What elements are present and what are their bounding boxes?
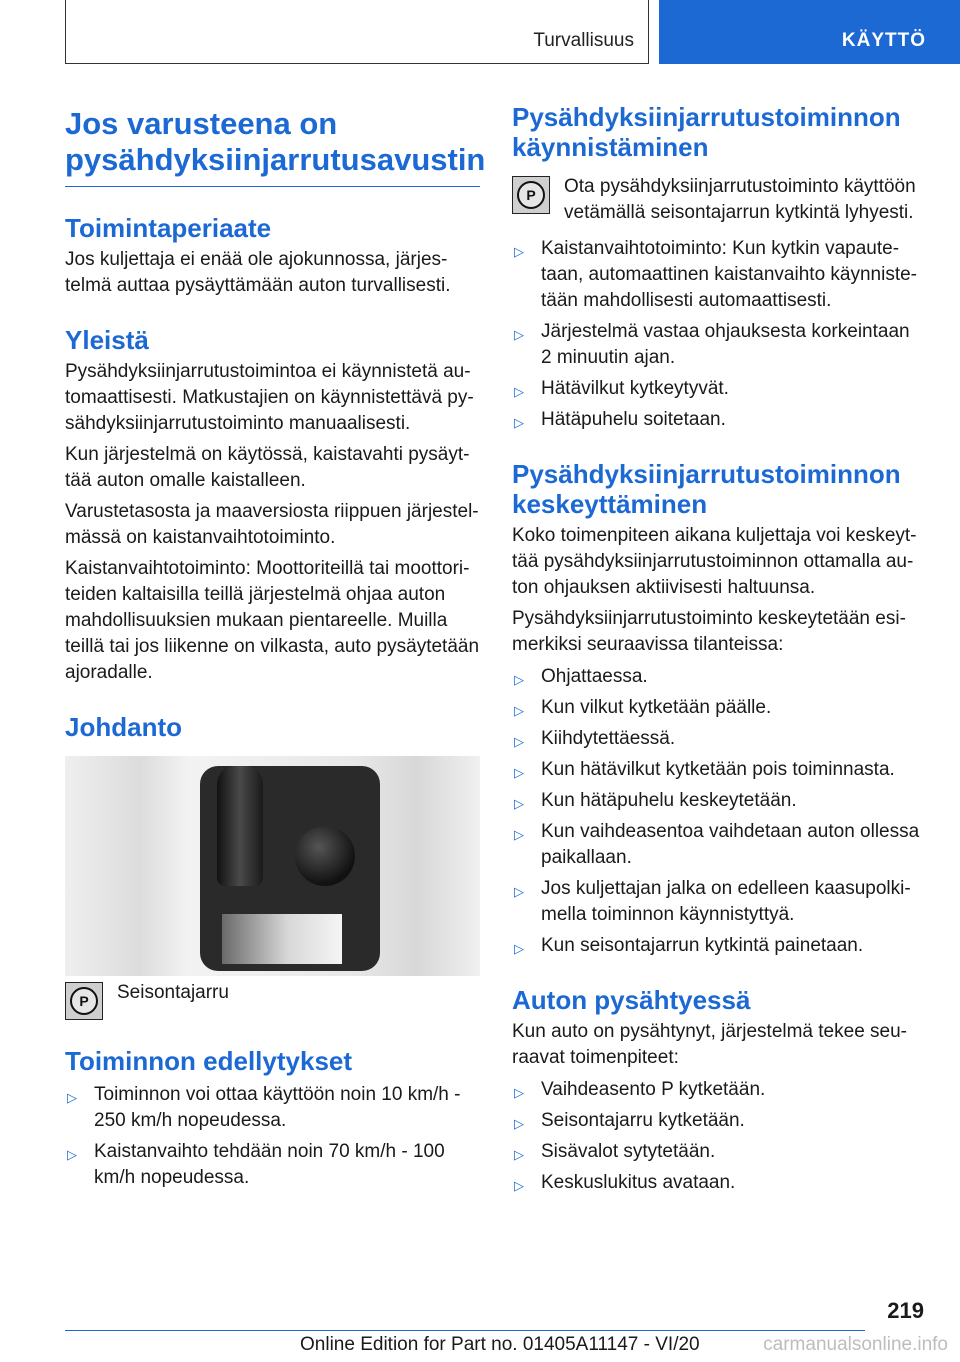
list-item: ▷ Kun hätäpuhelu keskeytetään.	[512, 788, 922, 814]
gear-selector-lever	[217, 766, 263, 886]
triangle-bullet-icon: ▷	[514, 244, 524, 259]
list-item: ▷ Sisävalot sytytetään.	[512, 1139, 922, 1165]
header-section-box	[65, 0, 649, 64]
triangle-bullet-icon: ▷	[67, 1147, 77, 1162]
cancel-list	[512, 664, 922, 959]
para-general-1: Pysähdyksiinjarrutustoimintoa ei käynnistetä au-tomaattisesti. Matkustajien on käynnistettävä py-sähdyksiinjarrutustoiminto manuaalisesti.	[65, 361, 474, 434]
list-item: ▷ Seisontajarru kytketään.	[512, 1108, 922, 1134]
para-general-3: Varustetasosta ja maaversiosta riippuen järjestel-mässä on kaistanvaihtotoiminto.	[65, 501, 479, 548]
triangle-bullet-icon: ▷	[514, 734, 524, 749]
heading-conditions: Toiminnon edellytykset	[65, 1046, 353, 1076]
page-title: Jos varusteena on pysähdyksiinjarrutusavustin	[65, 106, 480, 187]
list-item: ▷ Hätävilkut kytkeytyvät.	[512, 376, 922, 402]
triangle-bullet-icon: ▷	[514, 415, 524, 430]
list-item: ▷ Ohjattaessa.	[512, 664, 922, 690]
heading-cancel: Pysähdyksiinjarrutustoiminnon keskeyttäminen	[512, 459, 901, 519]
conditions-list	[65, 1082, 480, 1191]
para-stop: Kun auto on pysähtynyt, järjestelmä tekee seu-raavat toimenpiteet:	[512, 1021, 908, 1068]
heading-general: Yleistä	[65, 325, 149, 355]
right-column	[512, 100, 922, 1201]
edition-text: Online Edition for Part no. 01405A11147 - VI/20	[300, 1334, 700, 1355]
caption-row	[65, 980, 480, 1020]
list-item: ▷ Kun vilkut kytketään päälle.	[512, 695, 922, 721]
left-column	[65, 100, 486, 1196]
chapter-title: KÄYTTÖ	[841, 30, 926, 51]
triangle-bullet-icon: ▷	[514, 1147, 524, 1162]
glass-trim	[222, 914, 342, 964]
list-item: ▷ Kun hätävilkut kytketään pois toiminnasta.	[512, 757, 922, 783]
list-item: ▷ Vaihdeasento P kytketään.	[512, 1077, 922, 1103]
triangle-bullet-icon: ▷	[514, 884, 524, 899]
triangle-bullet-icon: ▷	[67, 1090, 77, 1105]
para-principle: Jos kuljettaja ei enää ole ajokunnossa, järjes-telmä auttaa pysäyttämään auton turvallisesti.	[65, 249, 451, 296]
triangle-bullet-icon: ▷	[514, 765, 524, 780]
triangle-bullet-icon: ▷	[514, 827, 524, 842]
triangle-bullet-icon: ▷	[514, 672, 524, 687]
section-title: Turvallisuus	[533, 30, 634, 51]
start-list	[512, 236, 922, 433]
stop-list	[512, 1077, 922, 1196]
triangle-bullet-icon: ▷	[514, 327, 524, 342]
para-cancel-1: Koko toimenpiteen aikana kuljettaja voi keskeyt-tää pysähdyksiinjarrutustoiminnon ottamalla au-ton ohjauksen aktiivisesti haltuunsa.	[512, 525, 917, 598]
list-item: ▷ Kun vaihdeasentoa vaihdetaan auton ollessa paikallaan.	[514, 821, 920, 868]
triangle-bullet-icon: ▷	[514, 1116, 524, 1131]
parking-brake-icon: P	[512, 176, 550, 214]
center-console-photo	[65, 756, 480, 976]
para-general-2: Kun järjestelmä on käytössä, kaistavahti pysäyt-tää auton omalle kaistalleen.	[65, 444, 470, 491]
parking-brake-icon: P	[65, 982, 103, 1020]
list-item: ▷ Kaistanvaihto tehdään noin 70 km/h - 100 km/h nopeudessa.	[67, 1141, 445, 1188]
start-notice	[512, 174, 922, 226]
list-item: ▷ Järjestelmä vastaa ohjauksesta korkeintaan 2 minuutin ajan.	[514, 321, 910, 368]
triangle-bullet-icon: ▷	[514, 941, 524, 956]
watermark: carmanualsonline.info	[763, 1334, 948, 1355]
para-general-4: Kaistanvaihtotoiminto: Moottoriteillä tai moottori-teiden kaltaisilla teillä järjestelmä ohjaa auton mahdollisuuksien mukaan pientareelle. Muilla teillä tai jos liikenne on vilkasta, auto pysäytetään ajoradalle.	[65, 558, 480, 683]
heading-stop: Auton pysähtyessä	[512, 985, 751, 1015]
triangle-bullet-icon: ▷	[514, 1178, 524, 1193]
heading-intro: Johdanto	[65, 712, 182, 742]
chapter-tab	[659, 0, 960, 64]
triangle-bullet-icon: ▷	[514, 1085, 524, 1100]
heading-start: Pysähdyksiinjarrutustoiminnon käynnistäminen	[512, 102, 901, 162]
list-item: ▷ Kaistanvaihtotoiminto: Kun kytkin vapaute-taan, automaattinen kaistanvaihto käynniste-tään mahdollisesti automaattisesti.	[514, 238, 918, 311]
list-item: ▷ Kiihdytettäessä.	[512, 726, 922, 752]
list-item: ▷ Hätäpuhelu soitetaan.	[512, 407, 922, 433]
list-item: ▷ Keskuslukitus avataan.	[512, 1170, 922, 1196]
triangle-bullet-icon: ▷	[514, 384, 524, 399]
heading-principle: Toimintaperiaate	[65, 213, 272, 243]
list-item: ▷ Jos kuljettajan jalka on edelleen kaasupolki-mella toiminnon käynnistyttyä.	[514, 878, 911, 925]
footer-divider	[65, 1330, 865, 1331]
para-cancel-2: Pysähdyksiinjarrutustoiminto keskeytetään esi-merkiksi seuraavissa tilanteissa:	[512, 608, 906, 655]
para-start: Ota pysähdyksiinjarrutustoiminto käyttöön vetämällä seisontajarrun kytkintä lyhyesti.	[564, 176, 916, 223]
caption-text: Seisontajarru	[117, 982, 229, 1003]
page-number: 219	[887, 1298, 924, 1323]
triangle-bullet-icon: ▷	[514, 703, 524, 718]
controller-knob	[295, 826, 355, 886]
list-item: ▷ Kun seisontajarrun kytkintä painetaan.	[512, 933, 922, 959]
triangle-bullet-icon: ▷	[514, 796, 524, 811]
list-item: ▷ Toiminnon voi ottaa käyttöön noin 10 km/h - 250 km/h nopeudessa.	[67, 1084, 461, 1131]
